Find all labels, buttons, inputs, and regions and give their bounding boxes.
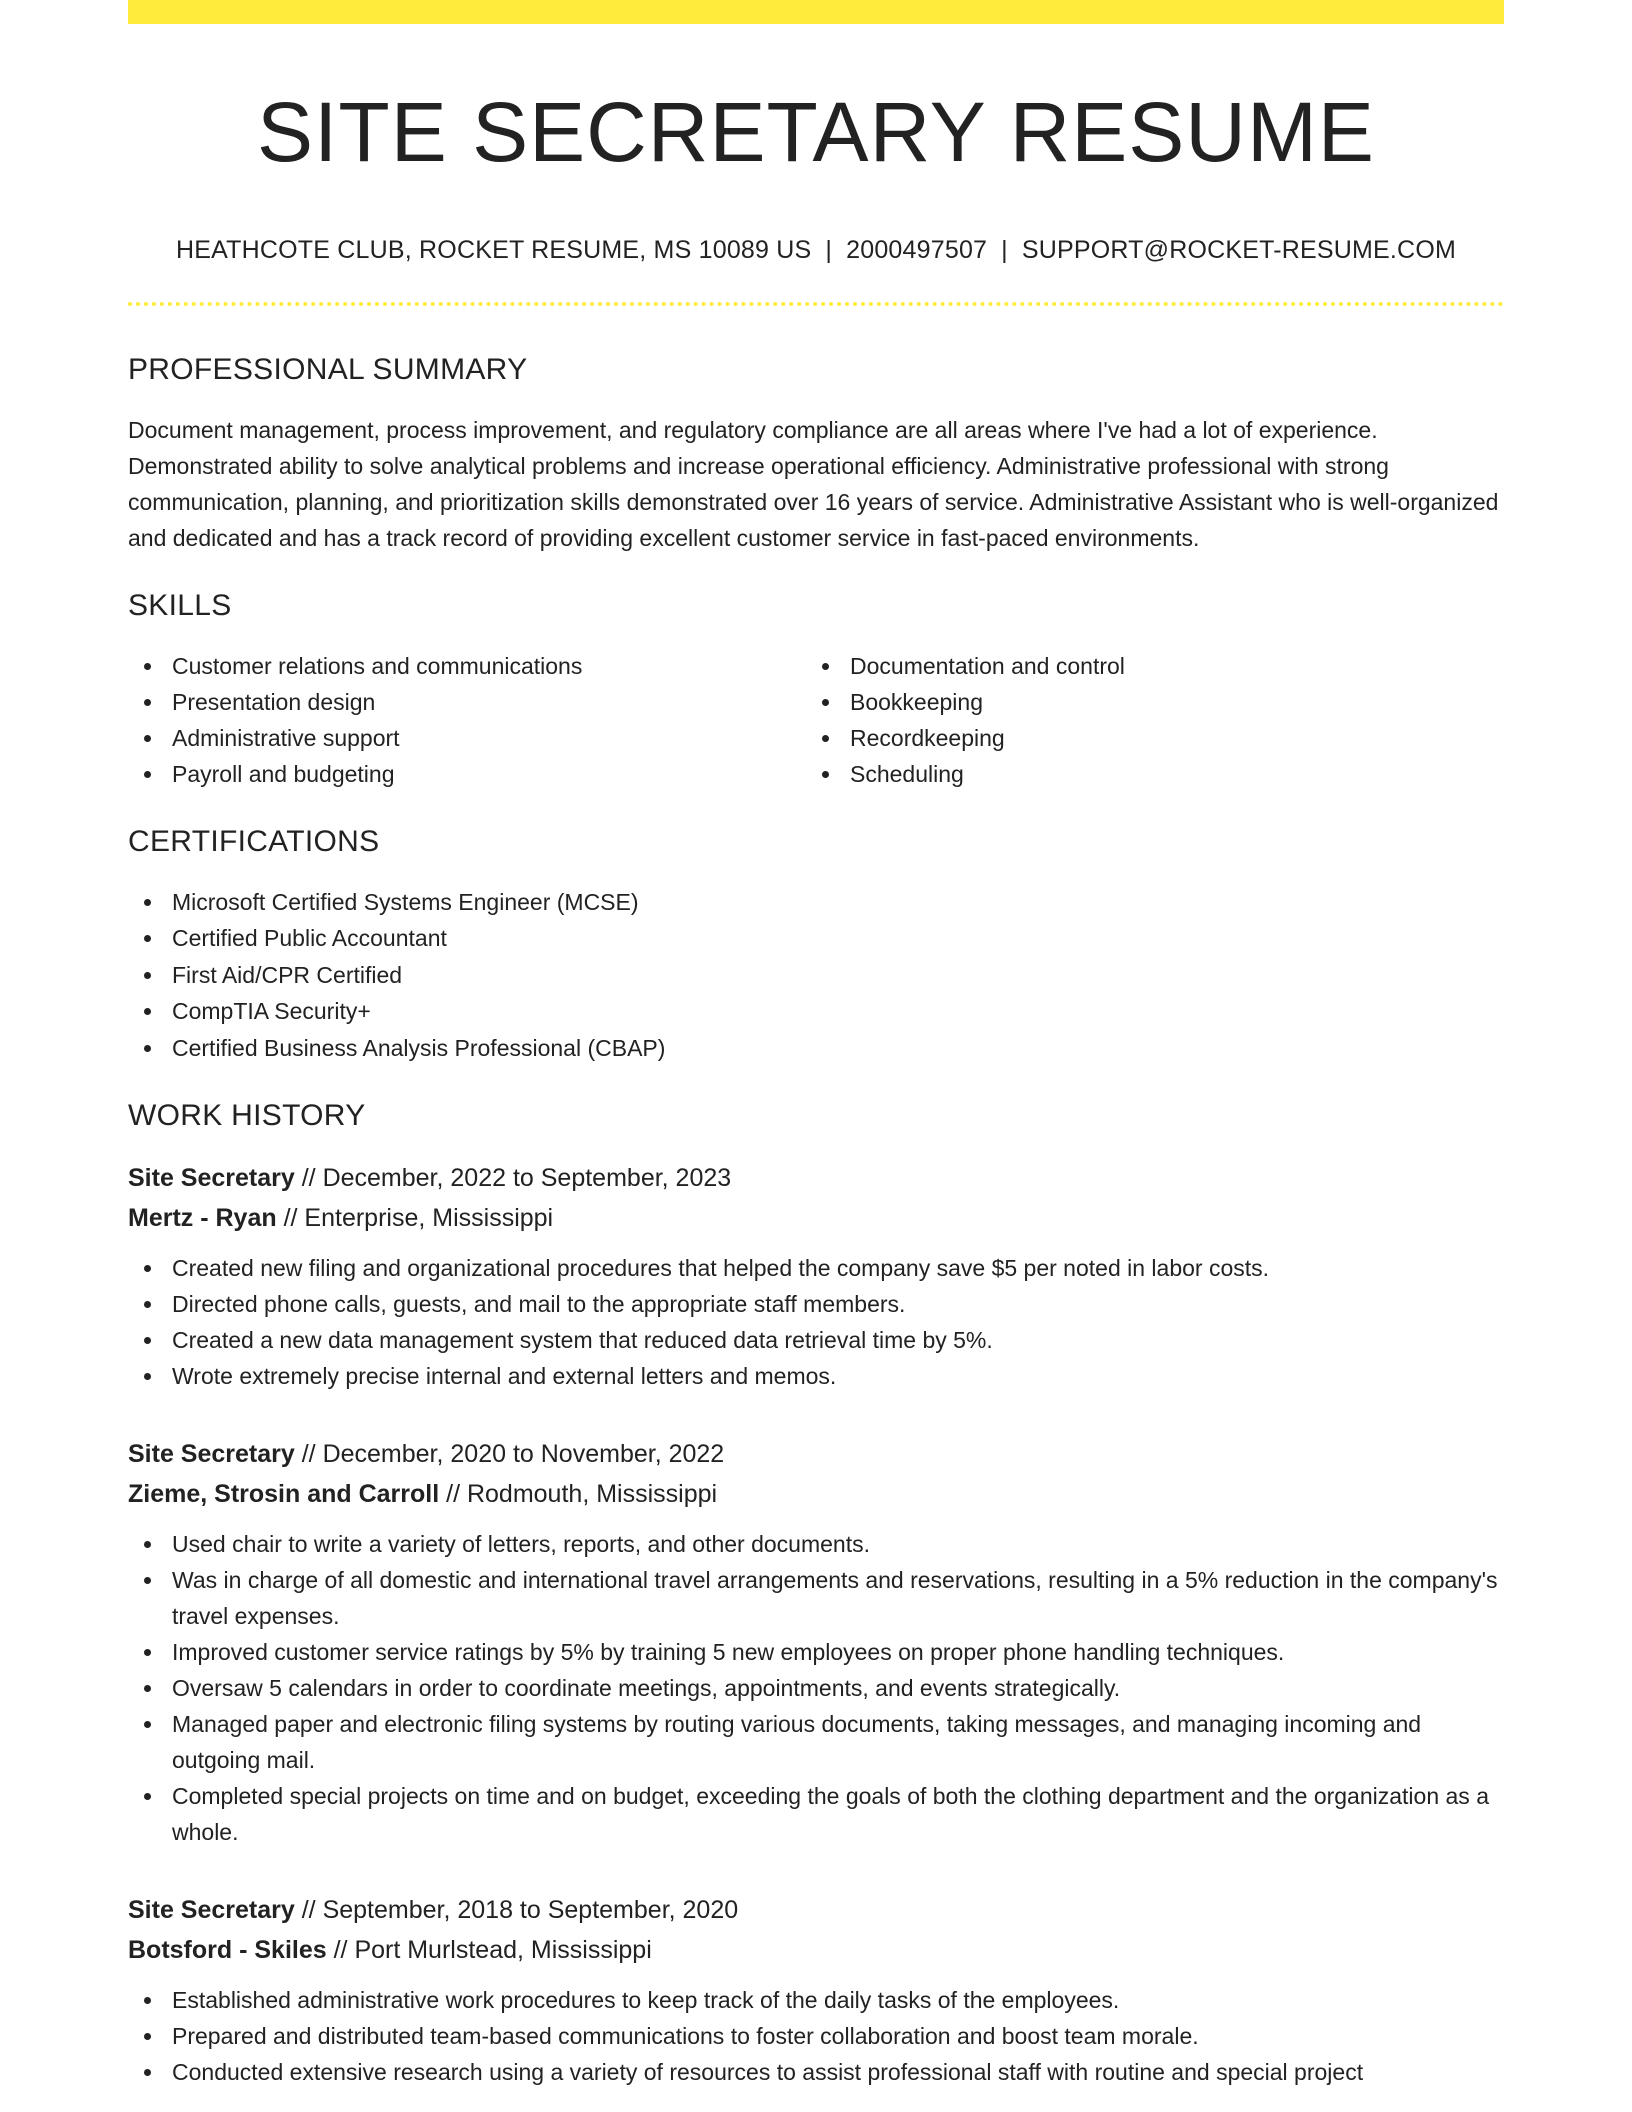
job-bullet: Improved customer service ratings by 5% by training 5 new employees on proper phone handling techniques. bbox=[128, 1634, 1504, 1670]
job-company: Botsford - Skiles bbox=[128, 1936, 327, 1965]
job-company-line bbox=[128, 1930, 1504, 1970]
phone: 2000497507 bbox=[846, 236, 988, 264]
job-bullet: Created new filing and organizational procedures that helped the company save $5 per noted in labor costs. bbox=[128, 1250, 1504, 1286]
skill-item: Customer relations and communications bbox=[128, 648, 806, 684]
resume-title: SITE SECRETARY RESUME bbox=[257, 85, 1375, 179]
job-bullet: Oversaw 5 calendars in order to coordinate meetings, appointments, and events strategically. bbox=[128, 1670, 1504, 1706]
summary-text: Document management, process improvement, and regulatory compliance are all areas where I've had a lot of experience. Demonstrated ability to solve analytical problems and increase operational efficiency. Administrative professional with strong communication, planning, and prioritization skills demonstrated over 16 years of service. Administrative Assistant who is well-organized and dedicated and has a track record of providing excellent customer service in fast-paced environments. bbox=[128, 417, 1499, 551]
job-location: // Enterprise, Mississippi bbox=[276, 1204, 554, 1233]
email: SUPPORT@ROCKET-RESUME.COM bbox=[1021, 236, 1456, 264]
dotted-divider bbox=[128, 302, 1504, 306]
skill-item: Bookkeeping bbox=[806, 684, 1484, 720]
certification-item: First Aid/CPR Certified bbox=[128, 957, 1504, 993]
job-bullet: Conducted extensive research using a variety of resources to assist professional staff with routine and special project bbox=[128, 2054, 1504, 2090]
job-location: // Rodmouth, Mississippi bbox=[439, 1480, 718, 1509]
job-dates: // September, 2018 to September, 2020 bbox=[294, 1896, 739, 1925]
skills-list bbox=[128, 648, 1504, 792]
contact-line bbox=[128, 234, 1504, 266]
job-bullet: Created a new data management system that reduced data retrieval time by 5%. bbox=[128, 1322, 1504, 1358]
job-bullet: Directed phone calls, guests, and mail to the appropriate staff members. bbox=[128, 1286, 1504, 1322]
job-bullets bbox=[128, 1526, 1504, 1850]
skill-item: Recordkeeping bbox=[806, 720, 1484, 756]
accent-bar bbox=[128, 0, 1504, 24]
job-company: Zieme, Strosin and Carroll bbox=[128, 1480, 440, 1509]
skill-item: Payroll and budgeting bbox=[128, 756, 806, 792]
job-bullet: Was in charge of all domestic and international travel arrangements and reservations, resulting in a 5% reduction in the company's travel expenses. bbox=[128, 1562, 1504, 1634]
job-company-line bbox=[128, 1474, 1504, 1514]
job-bullet: Managed paper and electronic filing systems by routing various documents, taking messages, and managing incoming and outgoing mail. bbox=[128, 1706, 1504, 1778]
job-company: Mertz - Ryan bbox=[128, 1204, 277, 1233]
certification-item: Microsoft Certified Systems Engineer (MCSE) bbox=[128, 884, 1504, 920]
separator: | bbox=[1001, 236, 1008, 264]
job-bullet: Used chair to write a variety of letters, reports, and other documents. bbox=[128, 1526, 1504, 1562]
job-company-line bbox=[128, 1198, 1504, 1238]
job-title: Site Secretary bbox=[128, 1896, 295, 1925]
skills-column-right bbox=[806, 648, 1484, 792]
certification-item: CompTIA Security+ bbox=[128, 993, 1504, 1029]
section-heading-skills: SKILLS bbox=[128, 589, 232, 622]
section-heading-certifications: CERTIFICATIONS bbox=[128, 825, 380, 858]
certification-item: Certified Public Accountant bbox=[128, 920, 1504, 956]
job-bullets bbox=[128, 1982, 1504, 2090]
job-entry bbox=[128, 1434, 1504, 1850]
skill-item: Scheduling bbox=[806, 756, 1484, 792]
job-title-line bbox=[128, 1434, 1504, 1474]
section-heading-work-history: WORK HISTORY bbox=[128, 1099, 366, 1133]
skill-item: Presentation design bbox=[128, 684, 806, 720]
job-bullet: Established administrative work procedures to keep track of the daily tasks of the employees. bbox=[128, 1982, 1504, 2018]
job-title-line bbox=[128, 1890, 1504, 1930]
certifications-list bbox=[128, 884, 1504, 1066]
job-bullet: Completed special projects on time and on budget, exceeding the goals of both the clothing department and the organization as a whole. bbox=[128, 1778, 1504, 1850]
skill-item: Documentation and control bbox=[806, 648, 1484, 684]
address: HEATHCOTE CLUB, ROCKET RESUME, MS 10089 US bbox=[176, 236, 812, 264]
job-title: Site Secretary bbox=[128, 1440, 295, 1469]
job-bullet: Prepared and distributed team-based communications to foster collaboration and boost team morale. bbox=[128, 2018, 1504, 2054]
skills-column-left bbox=[128, 648, 806, 792]
job-bullets bbox=[128, 1250, 1504, 1394]
job-entry bbox=[128, 1158, 1504, 1394]
job-dates: // December, 2020 to November, 2022 bbox=[294, 1440, 725, 1469]
separator: | bbox=[825, 236, 833, 264]
skill-item: Administrative support bbox=[128, 720, 806, 756]
resume-page bbox=[128, 0, 1504, 2090]
job-dates: // December, 2022 to September, 2023 bbox=[294, 1164, 732, 1193]
job-title: Site Secretary bbox=[128, 1164, 295, 1193]
job-location: // Port Murlstead, Mississippi bbox=[326, 1936, 652, 1965]
section-heading-summary: PROFESSIONAL SUMMARY bbox=[128, 353, 528, 386]
certification-item: Certified Business Analysis Professional (CBAP) bbox=[128, 1030, 1504, 1066]
job-bullet: Wrote extremely precise internal and external letters and memos. bbox=[128, 1358, 1504, 1394]
job-title-line bbox=[128, 1158, 1504, 1198]
job-entry bbox=[128, 1890, 1504, 2090]
